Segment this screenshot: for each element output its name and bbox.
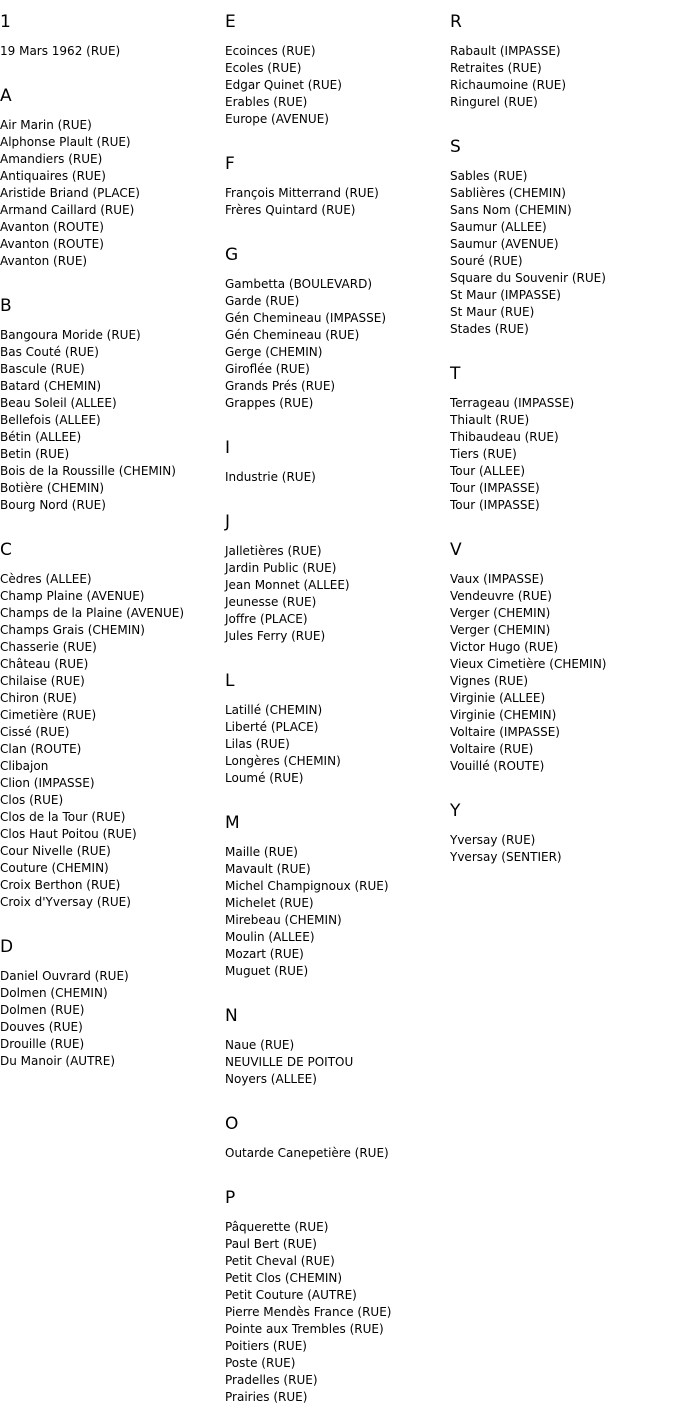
street-index-column-3: [450, 0, 675, 880]
street-entry: Jardin Public (RUE): [225, 561, 337, 575]
street-entry: Voltaire (RUE): [450, 742, 534, 756]
street-list: [225, 702, 450, 787]
letter-section: [0, 86, 225, 284]
street-entry: Clan (ROUTE): [0, 742, 82, 756]
section-spacer: [450, 338, 675, 352]
section-spacer: [0, 60, 225, 74]
street-entry: Jeunesse (RUE): [225, 595, 317, 609]
section-spacer: [0, 514, 225, 528]
section-spacer: [225, 412, 450, 426]
street-list: [0, 327, 225, 514]
street-entry: Gén Chemineau (RUE): [225, 328, 360, 342]
street-list: [225, 43, 450, 128]
street-entry: Armand Caillard (RUE): [0, 203, 135, 217]
street-entry: Avanton (ROUTE): [0, 220, 104, 234]
street-entry: Poste (RUE): [225, 1356, 296, 1370]
street-entry: Chilaise (RUE): [0, 674, 85, 688]
street-list: [450, 168, 675, 338]
street-entry: Cour Nivelle (RUE): [0, 844, 111, 858]
street-entry: Jalletières (RUE): [225, 544, 322, 558]
street-list: [450, 832, 675, 866]
street-entry: Joffre (PLACE): [225, 612, 308, 626]
street-entry: Yversay (SENTIER): [450, 850, 562, 864]
street-entry: Croix d'Yversay (RUE): [0, 895, 131, 909]
street-entry: Du Manoir (AUTRE): [0, 1054, 116, 1068]
section-spacer: [225, 1162, 450, 1176]
street-entry: Rabault (IMPASSE): [450, 44, 561, 58]
street-index-column-1: [0, 0, 225, 1084]
street-entry: Cissé (RUE): [0, 725, 70, 739]
street-entry: Vignes (RUE): [450, 674, 529, 688]
letter-section: [225, 512, 450, 659]
letter-section: [450, 137, 675, 352]
street-entry: Grands Prés (RUE): [225, 379, 336, 393]
street-entry: Virginie (CHEMIN): [450, 708, 557, 722]
street-entry: Michel Champignoux (RUE): [225, 879, 389, 893]
letter-section: [450, 540, 675, 789]
street-entry: Clos (RUE): [0, 793, 64, 807]
street-entry: Poitiers (RUE): [225, 1339, 307, 1353]
letter-section: [225, 12, 450, 142]
street-entry: Prairies (RUE): [225, 1390, 308, 1404]
street-entry: Bas Couté (RUE): [0, 345, 99, 359]
street-entry: Yversay (RUE): [450, 833, 536, 847]
street-entry: Château (RUE): [0, 657, 89, 671]
street-entry: Sables (RUE): [450, 169, 528, 183]
letter-section: [0, 937, 225, 1084]
letter-section: [225, 1114, 450, 1176]
street-list: [225, 844, 450, 980]
letter-section: [0, 12, 225, 74]
street-entry: Ecoinces (RUE): [225, 44, 316, 58]
section-letter-heading: S: [450, 137, 461, 157]
street-entry: Tour (IMPASSE): [450, 481, 540, 495]
street-entry: Ringurel (RUE): [450, 95, 538, 109]
street-entry: Frères Quintard (RUE): [225, 203, 356, 217]
street-entry: Virginie (ALLEE): [450, 691, 546, 705]
section-spacer: [225, 1088, 450, 1102]
section-spacer: [225, 219, 450, 233]
street-list: [450, 43, 675, 111]
street-entry: Bourg Nord (RUE): [0, 498, 106, 512]
section-letter-heading: V: [450, 540, 462, 560]
street-entry: Dolmen (CHEMIN): [0, 986, 108, 1000]
section-letter-heading: A: [0, 86, 12, 106]
street-entry: Tour (IMPASSE): [450, 498, 540, 512]
street-entry: Pâquerette (RUE): [225, 1220, 329, 1234]
street-list: [0, 968, 225, 1070]
street-entry: Saumur (ALLEE): [450, 220, 547, 234]
letter-section: [225, 1006, 450, 1102]
street-entry: Saumur (AVENUE): [450, 237, 559, 251]
street-entry: François Mitterrand (RUE): [225, 186, 379, 200]
street-entry: Cimetière (RUE): [0, 708, 97, 722]
street-list: [0, 43, 225, 60]
street-entry: Liberté (PLACE): [225, 720, 319, 734]
street-entry: Grappes (RUE): [225, 396, 314, 410]
street-entry: Terrageau (IMPASSE): [450, 396, 575, 410]
street-entry: Vendeuvre (RUE): [450, 589, 552, 603]
street-entry: Longères (CHEMIN): [225, 754, 341, 768]
section-spacer: [225, 486, 450, 500]
street-entry: Naue (RUE): [225, 1038, 295, 1052]
street-entry: Verger (CHEMIN): [450, 606, 551, 620]
section-spacer: [450, 866, 675, 880]
street-entry: Avanton (ROUTE): [0, 237, 104, 251]
letter-section: [225, 245, 450, 426]
street-entry: Betin (RUE): [0, 447, 70, 461]
street-entry: Moulin (ALLEE): [225, 930, 315, 944]
street-entry: Retraites (RUE): [450, 61, 542, 75]
street-entry: Gambetta (BOULEVARD): [225, 277, 373, 291]
street-entry: Maille (RUE): [225, 845, 298, 859]
street-entry: Victor Hugo (RUE): [450, 640, 559, 654]
street-list: [225, 1145, 450, 1162]
letter-section: [225, 154, 450, 233]
street-entry: Bétin (ALLEE): [0, 430, 82, 444]
street-index-column-2: [225, 0, 450, 1420]
street-entry: Air Marin (RUE): [0, 118, 92, 132]
section-letter-heading: E: [225, 12, 236, 32]
street-entry: Batard (CHEMIN): [0, 379, 102, 393]
street-list: [225, 1219, 450, 1406]
letter-section: [450, 364, 675, 528]
street-entry: Clibajon: [0, 759, 49, 773]
section-letter-heading: 1: [0, 12, 11, 32]
street-entry: Tiers (RUE): [450, 447, 517, 461]
street-entry: Outarde Canepetière (RUE): [225, 1146, 389, 1160]
section-letter-heading: R: [450, 12, 462, 32]
section-spacer: [225, 128, 450, 142]
street-entry: Clos de la Tour (RUE): [0, 810, 126, 824]
section-letter-heading: L: [225, 671, 235, 691]
section-letter-heading: O: [225, 1114, 239, 1134]
street-entry: Gerge (CHEMIN): [225, 345, 323, 359]
street-entry: Amandiers (RUE): [0, 152, 103, 166]
street-list: [450, 571, 675, 775]
street-entry: Muguet (RUE): [225, 964, 309, 978]
street-list: [225, 469, 450, 486]
street-entry: Gén Chemineau (IMPASSE): [225, 311, 387, 325]
street-entry: Champs de la Plaine (AVENUE): [0, 606, 185, 620]
street-entry: Beau Soleil (ALLEE): [0, 396, 117, 410]
section-letter-heading: Y: [450, 801, 461, 821]
street-entry: Drouille (RUE): [0, 1037, 85, 1051]
street-entry: Vaux (IMPASSE): [450, 572, 544, 586]
street-list: [225, 1037, 450, 1088]
street-entry: Sans Nom (CHEMIN): [450, 203, 572, 217]
street-entry: Couture (CHEMIN): [0, 861, 109, 875]
street-entry: Thibaudeau (RUE): [450, 430, 559, 444]
letter-section: [450, 801, 675, 880]
street-entry: Erables (RUE): [225, 95, 308, 109]
street-entry: Mozart (RUE): [225, 947, 304, 961]
street-entry: Petit Couture (AUTRE): [225, 1288, 357, 1302]
street-entry: Avanton (RUE): [0, 254, 88, 268]
letter-section: [225, 438, 450, 500]
street-entry: Cèdres (ALLEE): [0, 572, 92, 586]
section-spacer: [0, 270, 225, 284]
street-entry: Petit Cheval (RUE): [225, 1254, 335, 1268]
street-entry: 19 Mars 1962 (RUE): [0, 44, 121, 58]
street-entry: Clos Haut Poitou (RUE): [0, 827, 137, 841]
section-spacer: [225, 645, 450, 659]
section-spacer: [450, 111, 675, 125]
street-list: [225, 185, 450, 219]
street-entry: Noyers (ALLEE): [225, 1072, 317, 1086]
street-entry: Latillé (CHEMIN): [225, 703, 323, 717]
street-entry: Pradelles (RUE): [225, 1373, 318, 1387]
street-entry: Europe (AVENUE): [225, 112, 329, 126]
street-entry: Pointe aux Trembles (RUE): [225, 1322, 384, 1336]
section-spacer: [225, 787, 450, 801]
street-entry: Croix Berthon (RUE): [0, 878, 121, 892]
street-entry: Edgar Quinet (RUE): [225, 78, 342, 92]
section-letter-heading: M: [225, 813, 240, 833]
street-entry: Stades (RUE): [450, 322, 529, 336]
street-entry: Petit Clos (CHEMIN): [225, 1271, 343, 1285]
street-entry: Jules Ferry (RUE): [225, 629, 326, 643]
street-entry: Botière (CHEMIN): [0, 481, 105, 495]
street-entry: Richaumoine (RUE): [450, 78, 567, 92]
street-entry: Bangoura Moride (RUE): [0, 328, 141, 342]
section-spacer: [450, 514, 675, 528]
section-letter-heading: D: [0, 937, 14, 957]
street-entry: Tour (ALLEE): [450, 464, 526, 478]
street-entry: Thiault (RUE): [450, 413, 530, 427]
street-entry: St Maur (IMPASSE): [450, 288, 561, 302]
street-entry: Vieux Cimetière (CHEMIN): [450, 657, 607, 671]
street-entry: Alphonse Plault (RUE): [0, 135, 131, 149]
letter-section: [225, 1188, 450, 1420]
street-entry: Loumé (RUE): [225, 771, 304, 785]
street-entry: Chasserie (RUE): [0, 640, 97, 654]
section-spacer: [0, 1070, 225, 1084]
section-letter-heading: B: [0, 296, 12, 316]
street-list: [0, 117, 225, 270]
street-entry: Clion (IMPASSE): [0, 776, 95, 790]
section-letter-heading: J: [225, 512, 231, 532]
street-entry: Antiquaires (RUE): [0, 169, 106, 183]
street-entry: Bois de la Roussille (CHEMIN): [0, 464, 176, 478]
street-entry: Michelet (RUE): [225, 896, 314, 910]
letter-section: [0, 296, 225, 528]
street-list: [225, 543, 450, 645]
section-spacer: [450, 775, 675, 789]
street-entry: Aristide Briand (PLACE): [0, 186, 140, 200]
street-entry: Voltaire (IMPASSE): [450, 725, 560, 739]
section-letter-heading: P: [225, 1188, 236, 1208]
section-spacer: [0, 911, 225, 925]
street-list: [450, 395, 675, 514]
street-entry: Douves (RUE): [0, 1020, 83, 1034]
letter-section: [0, 540, 225, 925]
street-list: [0, 571, 225, 911]
street-entry: Bascule (RUE): [0, 362, 85, 376]
section-letter-heading: T: [450, 364, 461, 384]
street-entry: Paul Bert (RUE): [225, 1237, 317, 1251]
letter-section: [225, 671, 450, 801]
street-entry: Industrie (RUE): [225, 470, 316, 484]
street-entry: Garde (RUE): [225, 294, 300, 308]
street-entry: Vouillé (ROUTE): [450, 759, 545, 773]
street-entry: Ecoles (RUE): [225, 61, 302, 75]
letter-section: [225, 813, 450, 994]
section-letter-heading: N: [225, 1006, 238, 1026]
street-entry: Champs Grais (CHEMIN): [0, 623, 145, 637]
street-entry: Square du Souvenir (RUE): [450, 271, 606, 285]
street-entry: Giroflée (RUE): [225, 362, 310, 376]
section-spacer: [225, 1406, 450, 1420]
street-entry: Sablières (CHEMIN): [450, 186, 566, 200]
street-entry: Jean Monnet (ALLEE): [225, 578, 350, 592]
section-letter-heading: C: [0, 540, 12, 560]
street-entry: Souré (RUE): [450, 254, 523, 268]
section-letter-heading: G: [225, 245, 239, 265]
street-entry: NEUVILLE DE POITOU: [225, 1055, 354, 1069]
street-entry: Daniel Ouvrard (RUE): [0, 969, 129, 983]
street-entry: Verger (CHEMIN): [450, 623, 551, 637]
street-entry: Lilas (RUE): [225, 737, 290, 751]
section-spacer: [225, 980, 450, 994]
street-entry: Mirebeau (CHEMIN): [225, 913, 342, 927]
section-letter-heading: I: [225, 438, 231, 458]
street-entry: St Maur (RUE): [450, 305, 535, 319]
street-entry: Mavault (RUE): [225, 862, 311, 876]
street-list: [225, 276, 450, 412]
letter-section: [450, 12, 675, 125]
section-letter-heading: F: [225, 154, 235, 174]
street-entry: Champ Plaine (AVENUE): [0, 589, 145, 603]
street-entry: Dolmen (RUE): [0, 1003, 85, 1017]
street-entry: Bellefois (ALLEE): [0, 413, 101, 427]
street-entry: Chiron (RUE): [0, 691, 77, 705]
street-entry: Pierre Mendès France (RUE): [225, 1305, 392, 1319]
